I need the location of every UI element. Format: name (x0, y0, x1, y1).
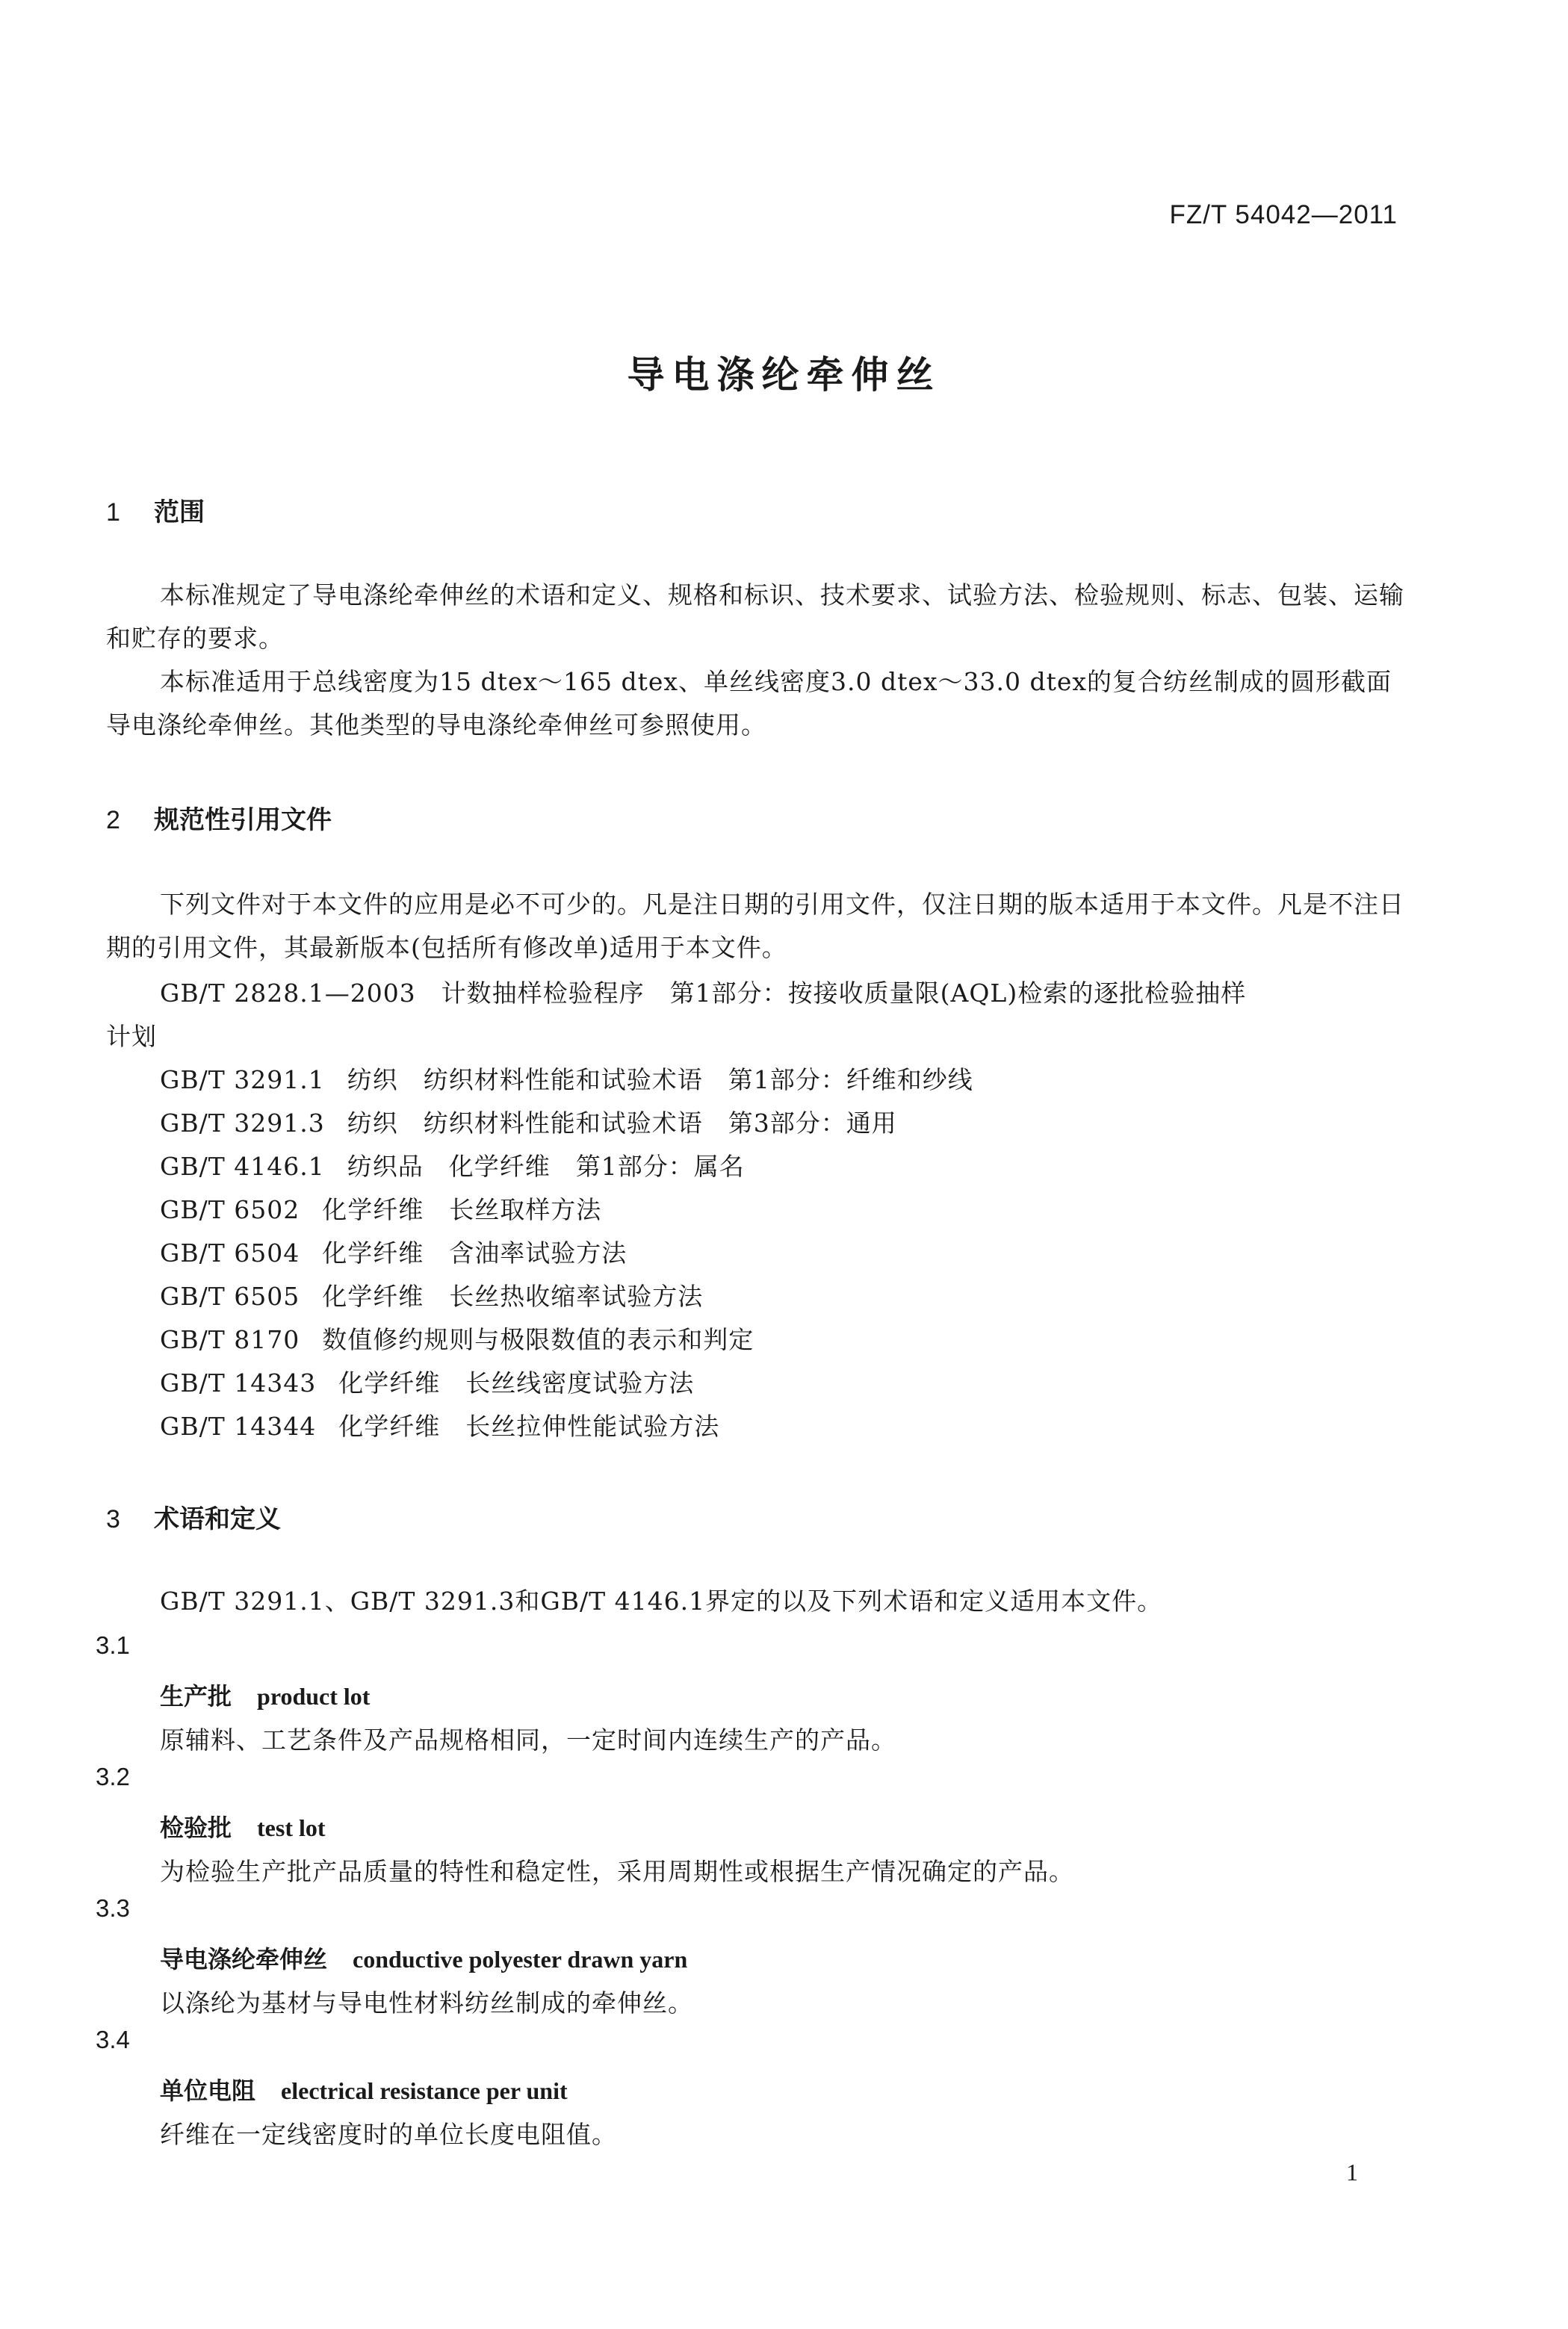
reference-code: GB/T 3291.3 (160, 1108, 325, 1138)
page-number: 1 (1346, 2159, 1358, 2186)
reference-item (160, 1147, 745, 1182)
section-1-heading (106, 491, 205, 528)
term-heading (160, 1678, 370, 1712)
reference-item (160, 1321, 754, 1356)
term-english: electrical resistance per unit (281, 2077, 568, 2104)
reference-title: 化学纤维 长丝拉伸性能试验方法 (338, 1412, 720, 1441)
section-3-number: 3 (106, 1505, 120, 1533)
standard-code: FZ/T 54042—2011 (1169, 200, 1398, 229)
reference-code: GB/T 6505 (160, 1282, 300, 1311)
reference-item: GB/T 2828.1—2003 计数抽样检验程序 第1部分：按接收质量限(AQL)检索的逐批检验抽样 (160, 979, 1247, 1008)
reference-item (160, 1364, 694, 1399)
section-3-heading (106, 1498, 281, 1535)
reference-code: GB/T 14343 (160, 1368, 317, 1398)
section-1-paragraph-1: 本标准规定了导电涤纶牵伸丝的术语和定义、规格和标识、技术要求、试验方法、检验规则、标志、包装、运输和贮存的要求。 (106, 580, 1404, 653)
section-3-title: 术语和定义 (154, 1504, 281, 1534)
section-2-intro: 下列文件对于本文件的应用是必不可少的。凡是注日期的引用文件，仅注日期的版本适用于本文件。凡是不注日期的引用文件，其最新版本(包括所有修改单)适用于本文件。 (106, 890, 1404, 962)
reference-code: GB/T 14344 (160, 1412, 317, 1441)
reference-item (160, 1104, 897, 1139)
section-1-title: 范围 (154, 497, 205, 527)
reference-item (160, 1061, 973, 1096)
term-english: product lot (257, 1683, 371, 1710)
term-heading (160, 1809, 326, 1843)
reference-code: GB/T 6502 (160, 1195, 300, 1224)
reference-title: 纺织 纺织材料性能和试验术语 第1部分：纤维和纱线 (347, 1065, 973, 1094)
clause-number: 3.3 (96, 1894, 130, 1922)
term-english: test lot (257, 1814, 326, 1841)
term-english: conductive polyester drawn yarn (353, 1946, 688, 1973)
term-chinese: 单位电阻 (160, 2077, 256, 2105)
term-definition: 为检验生产批产品质量的特性和稳定性，采用周期性或根据生产情况确定的产品。 (160, 1857, 1074, 1886)
reference-code: GB/T 4146.1 (160, 1152, 325, 1181)
reference-title: 化学纤维 含油率试验方法 (322, 1238, 627, 1268)
section-2-title: 规范性引用文件 (154, 805, 332, 835)
term-chinese: 生产批 (160, 1682, 232, 1711)
document-title: 导电涤纶牵伸丝 (627, 353, 941, 397)
reference-item-continued: 计划 (106, 1022, 157, 1051)
section-1-number: 1 (106, 498, 120, 527)
reference-title: 纺织品 化学纤维 第1部分：属名 (347, 1152, 745, 1181)
reference-title: 化学纤维 长丝线密度试验方法 (338, 1368, 695, 1398)
term-chinese: 导电涤纶牵伸丝 (160, 1945, 328, 1973)
clause-number: 3.4 (96, 2026, 130, 2053)
reference-code: GB/T 6504 (160, 1238, 300, 1268)
reference-item (160, 1277, 703, 1312)
reference-title: 数值修约规则与极限数值的表示和判定 (322, 1325, 754, 1354)
reference-title: 纺织 纺织材料性能和试验术语 第3部分：通用 (347, 1108, 897, 1138)
term-definition: 纤维在一定线密度时的单位长度电阻值。 (160, 2120, 617, 2149)
section-1-paragraph-2: 本标准适用于总线密度为15 dtex～165 dtex、单丝线密度3.0 dtex～33.0 dtex的复合纺丝制成的圆形截面导电涤纶牵伸丝。其他类型的导电涤纶牵伸丝可参照使用。 (106, 667, 1392, 739)
reference-item (160, 1191, 601, 1226)
section-2-number: 2 (106, 806, 120, 834)
term-definition: 原辅料、工艺条件及产品规格相同，一定时间内连续生产的产品。 (160, 1725, 896, 1755)
term-definition: 以涤纶为基材与导电性材料纺丝制成的牵伸丝。 (160, 1988, 693, 2018)
reference-item (160, 1407, 719, 1442)
clause-number: 3.2 (96, 1763, 130, 1790)
term-heading (160, 2072, 568, 2106)
term-heading (160, 1941, 687, 1975)
section-2-heading (106, 799, 332, 836)
reference-code: GB/T 8170 (160, 1325, 300, 1354)
reference-code: GB/T 3291.1 (160, 1065, 325, 1094)
section-3-intro: GB/T 3291.1、GB/T 3291.3和GB/T 4146.1界定的以及下列术语和定义适用本文件。 (160, 1587, 1163, 1616)
term-chinese: 检验批 (160, 1814, 232, 1842)
reference-title: 化学纤维 长丝热收缩率试验方法 (322, 1282, 704, 1311)
reference-item (160, 1234, 627, 1269)
reference-title: 化学纤维 长丝取样方法 (322, 1195, 602, 1224)
clause-number: 3.1 (96, 1631, 130, 1659)
